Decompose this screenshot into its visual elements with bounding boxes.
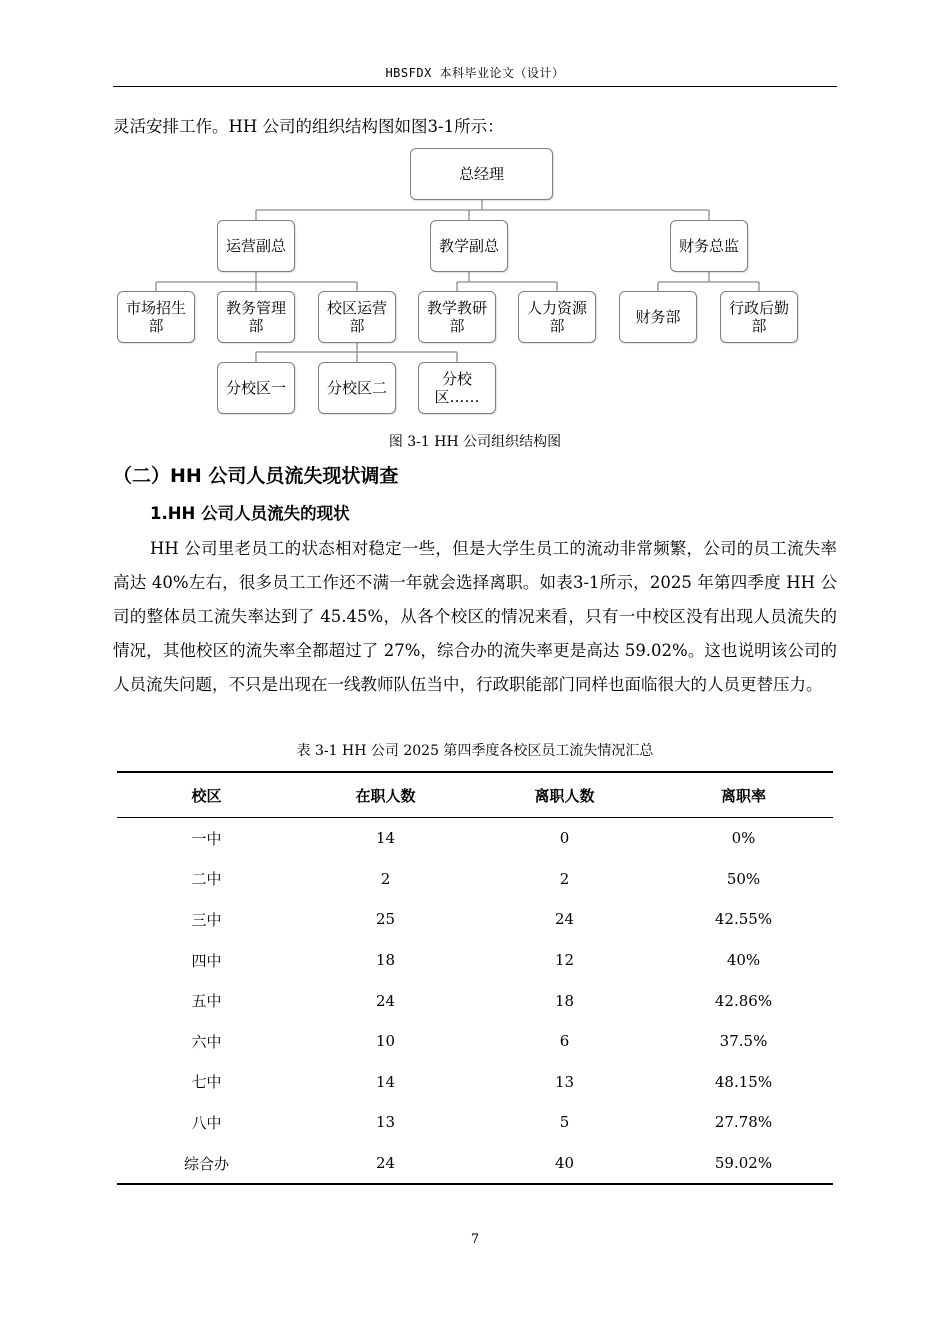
org-node-market: 市场招生部 bbox=[117, 291, 195, 343]
cell-campus: 二中 bbox=[191, 870, 222, 889]
cell-rate: 42.55% bbox=[714, 910, 773, 929]
table-row bbox=[117, 1021, 833, 1062]
cell-left: 18 bbox=[554, 991, 575, 1010]
cell-employed: 24 bbox=[296, 1143, 475, 1185]
table-row bbox=[117, 899, 833, 940]
header-employed: 在职人数 bbox=[296, 772, 475, 818]
org-node-research: 教学教研部 bbox=[418, 291, 496, 343]
cell-rate: 27.78% bbox=[714, 1113, 773, 1132]
cell-employed: 18 bbox=[375, 951, 396, 970]
cell-campus: 一中 bbox=[191, 829, 222, 848]
table-row bbox=[117, 940, 833, 981]
org-node-vp-ops: 运营副总 bbox=[217, 220, 295, 272]
header-rate: 离职率 bbox=[654, 772, 833, 818]
cell-left: 24 bbox=[554, 910, 575, 929]
org-chart bbox=[113, 140, 837, 425]
cell-employed: 10 bbox=[375, 1032, 396, 1051]
page-number: 7 bbox=[470, 1232, 480, 1247]
cell-rate: 40% bbox=[726, 951, 761, 970]
cell-campus: 八中 bbox=[191, 1113, 222, 1132]
cell-rate: 48.15% bbox=[714, 1072, 773, 1091]
cell-left: 0 bbox=[559, 829, 570, 848]
org-node-cfo: 财务总监 bbox=[670, 220, 748, 272]
cell-rate: 59.02% bbox=[654, 1143, 833, 1185]
cell-employed: 13 bbox=[375, 1113, 396, 1132]
org-node-campus-2: 分校区二 bbox=[318, 362, 396, 414]
table-row bbox=[117, 1143, 833, 1185]
turnover-table bbox=[117, 771, 833, 1185]
intro-paragraph: 灵活安排工作。HH 公司的组织结构图如图3-1所示： bbox=[113, 117, 504, 136]
cell-rate: 42.86% bbox=[714, 991, 773, 1010]
cell-left: 5 bbox=[559, 1113, 570, 1132]
cell-employed: 25 bbox=[375, 910, 396, 929]
cell-rate: 50% bbox=[726, 869, 761, 888]
cell-left: 40 bbox=[475, 1143, 654, 1185]
cell-campus: 四中 bbox=[191, 951, 222, 970]
table-row bbox=[117, 980, 833, 1021]
org-node-admin: 行政后勤部 bbox=[720, 291, 798, 343]
cell-employed: 2 bbox=[380, 869, 391, 888]
org-node-campus-1: 分校区一 bbox=[217, 362, 295, 414]
cell-rate: 37.5% bbox=[719, 1032, 768, 1051]
org-node-campus-more: 分校区…… bbox=[418, 362, 496, 414]
table-caption: 表 3-1 HH 公司 2025 第四季度各校区员工流失情况汇总 bbox=[296, 743, 654, 759]
subsection-heading: 1.HH 公司人员流失的现状 bbox=[150, 504, 350, 523]
cell-campus: 五中 bbox=[191, 992, 222, 1011]
cell-left: 12 bbox=[554, 951, 575, 970]
cell-campus: 三中 bbox=[191, 910, 222, 929]
org-node-affairs: 教务管理部 bbox=[217, 291, 295, 343]
cell-rate: 0% bbox=[731, 829, 756, 848]
section-heading: （二）HH 公司人员流失现状调查 bbox=[113, 465, 399, 487]
table-row bbox=[117, 1062, 833, 1103]
header-campus: 校区 bbox=[117, 772, 296, 818]
org-node-ceo: 总经理 bbox=[410, 148, 553, 200]
cell-campus: 六中 bbox=[191, 1032, 222, 1051]
cell-employed: 14 bbox=[375, 1072, 396, 1091]
body-paragraph: HH 公司里老员工的状态相对稳定一些，但是大学生员工的流动非常频繁，公司的员工流失率高达 40%左右，很多员工工作还不满一年就会选择离职。如表3-1所示，2025 年第四季度 HH 公司的整体员工流失率达到了 45.45%，从各个校区的情况来看，只有一中校区没有出现人员流失的情况，其他校区的流失率全都超过了 27%，综合办的流失率更是高达 59.02%。这也说明该公司的人员流失问题，不只是出现在一线教师队伍当中，行政职能部门同样也面临很大的人员更替压力。 bbox=[113, 539, 837, 694]
cell-employed: 24 bbox=[375, 991, 396, 1010]
org-node-finance: 财务部 bbox=[619, 291, 697, 343]
page-header: HBSFDX 本科毕业论文（设计） bbox=[113, 62, 837, 87]
table-row bbox=[117, 818, 833, 859]
org-node-hr: 人力资源部 bbox=[518, 291, 596, 343]
cell-left: 6 bbox=[559, 1032, 570, 1051]
header-left: 离职人数 bbox=[475, 772, 654, 818]
cell-employed: 14 bbox=[375, 829, 396, 848]
table-row bbox=[117, 859, 833, 900]
cell-campus: 综合办 bbox=[117, 1143, 296, 1185]
table-row bbox=[117, 1102, 833, 1143]
org-node-vp-edu: 教学副总 bbox=[430, 220, 508, 272]
cell-campus: 七中 bbox=[191, 1073, 222, 1092]
figure-caption: 图 3-1 HH 公司组织结构图 bbox=[388, 434, 562, 450]
cell-left: 2 bbox=[559, 869, 570, 888]
org-node-campus-ops: 校区运营部 bbox=[318, 291, 396, 343]
cell-left: 13 bbox=[554, 1072, 575, 1091]
table-header-row bbox=[117, 772, 833, 818]
